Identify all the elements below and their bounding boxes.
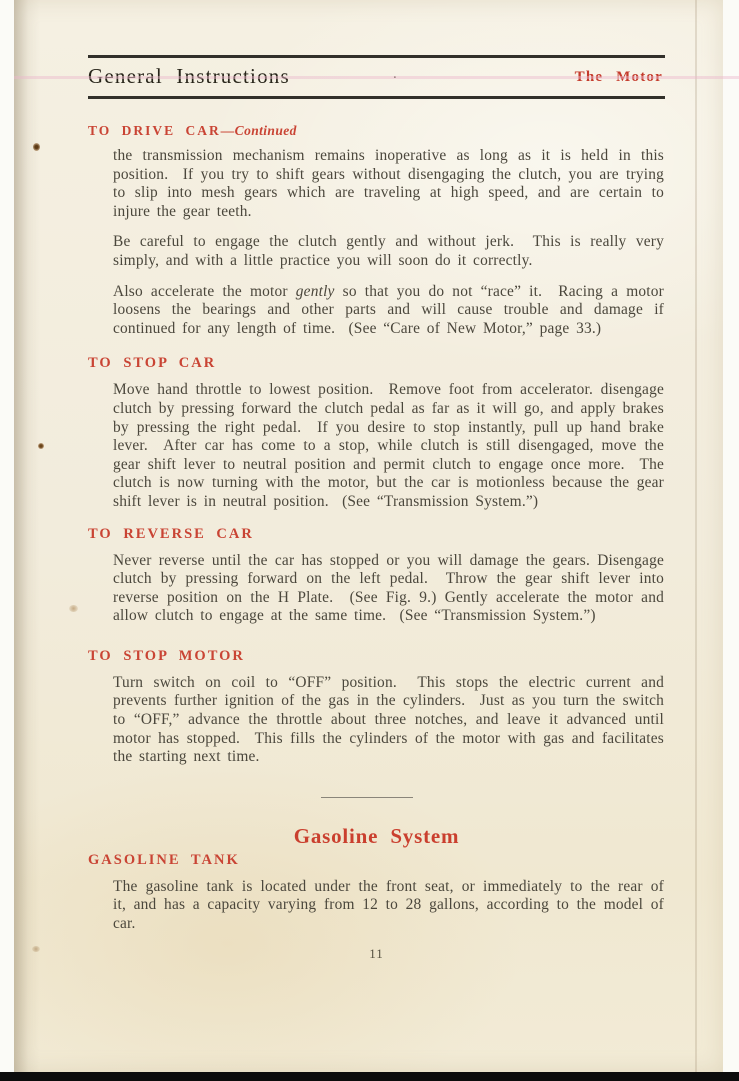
header-bottom-rule <box>88 96 665 99</box>
paragraph-drive-car-2: Be careful to engage the clutch gently and without jerk. This is really very simply, and with a little practice you will soon do it correctly. <box>113 233 671 269</box>
page-content <box>88 0 671 962</box>
page-title: General Instructions <box>88 64 290 88</box>
paragraph-drive-car-1: the transmission mechanism remains inoperative as long as it is held in this position. If you try to shift gears without disengaging the clutch, you are trying to slip into mesh gears which are traveling at high speed, and are certain to injure the gear teeth. <box>113 147 671 220</box>
section-heading-to-stop-car: TO STOP CAR <box>88 355 217 372</box>
section-heading-to-stop-motor: TO STOP MOTOR <box>88 647 245 664</box>
subhead-label: TO DRIVE CAR <box>88 123 221 138</box>
paragraph-gasoline-tank: The gasoline tank is located under the front seat, or immediately to the rear of it, and has a capacity varying from 12 to 28 gallons, according to the model of car. <box>113 877 671 933</box>
foxing-spot <box>32 946 40 952</box>
section-heading-to-drive-car <box>88 123 665 139</box>
foxing-spot <box>33 143 40 151</box>
chapter-title: The Motor <box>574 69 663 85</box>
section-title-gasoline-system: Gasoline System <box>293 823 460 848</box>
paragraph-stop-car: Move hand throttle to lowest position. Remove foot from accelerator. disengage clutch by pressing forward the clutch pedal as far as it will go, and apply brakes by pressing the right pedal. If you desire to stop instantly, pull up hand brake lever. After car has come to a stop, while clutch is still disengaged, move the gear shift lever to neutral position and permit clutch to engage once more. The clutch is now turning with the motor, but the car is motionless because the gear shift lever is in neutral position. (See “Transmission System.”) <box>113 381 671 510</box>
manual-page <box>14 0 723 1072</box>
paragraph-stop-motor: Turn switch on coil to “OFF” position. This stops the electric current and prevents further ignition of the gas in the cylinders. Just as you turn the switch to “OFF,” advance the throttle about three notches, and leave it advanced until motor has stopped. This fills the cylinders of the motor with gas and facilitates the starting next time. <box>113 673 671 766</box>
binding-shadow <box>14 0 40 1072</box>
paragraph-reverse-car: Never reverse until the car has stopped or you will damage the gears. Disengage clutch by pressing forward on the left pedal. Throw the gear shift lever into reverse position on the H Plate. (See Fig. 9.) Gently accelerate the motor and allow clutch to engage at the same time. (See “Transmission System.”) <box>113 551 671 625</box>
scan-bottom-bar <box>0 1072 739 1081</box>
paragraph-drive-car-3 <box>113 282 671 339</box>
header-top-rule <box>88 55 665 58</box>
page-number: 11 <box>369 945 384 961</box>
running-header <box>88 64 665 91</box>
paragraph-text: Also accelerate the motor <box>113 282 296 300</box>
section-heading-to-reverse-car: TO REVERSE CAR <box>88 525 254 542</box>
subhead-continued-label: —Continued <box>220 123 297 138</box>
foxing-spot <box>69 605 78 612</box>
paragraph-text: so that you do not “race” it. Racing a motor loosens the bearings and other parts and will cause trouble and damage if continued for any length of time. (See “Care of New Motor,” page 33.) <box>113 282 671 337</box>
emphasized-word: gently <box>295 282 335 300</box>
section-divider-rule <box>321 797 413 798</box>
foxing-spot <box>38 443 44 449</box>
section-heading-gasoline-tank: GASOLINE TANK <box>88 851 240 868</box>
page-edge-crease <box>695 0 697 1072</box>
header-center-dot: . <box>393 66 397 82</box>
